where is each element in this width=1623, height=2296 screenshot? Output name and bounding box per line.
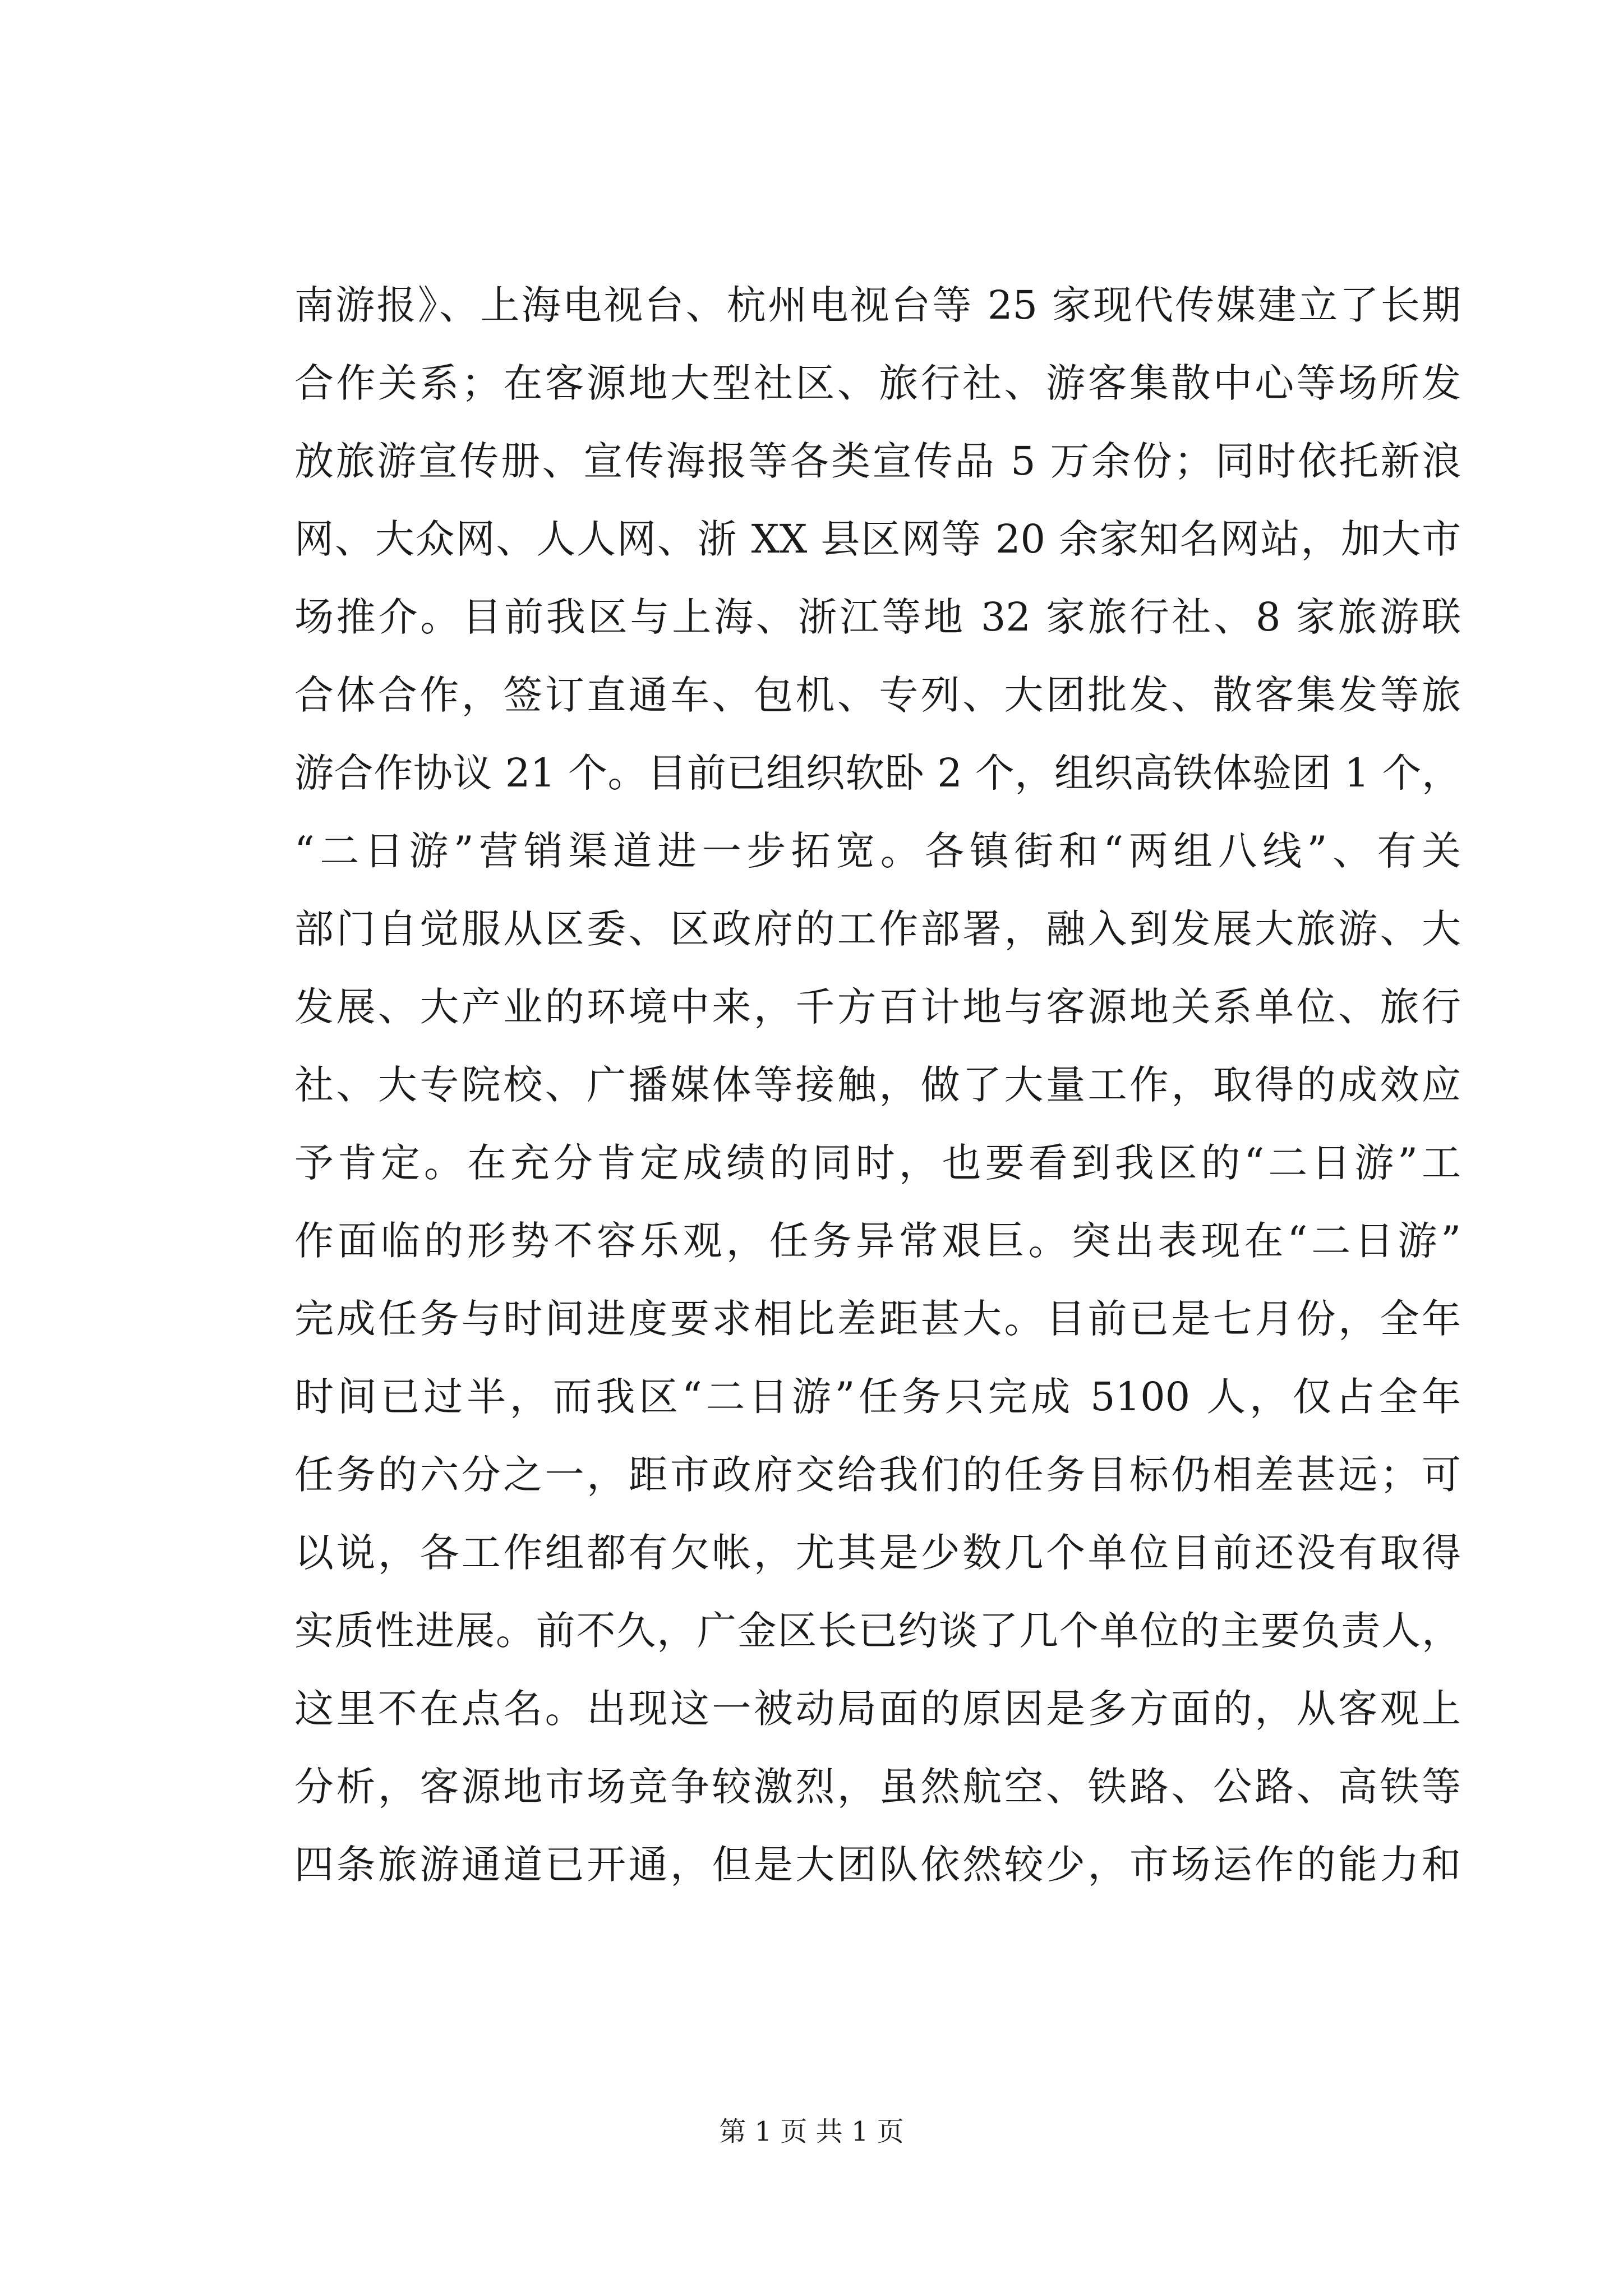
text-line: 网、大众网、人人网、浙 XX 县区网等 20 余家知名网站，加大市 [294,516,1461,562]
text-line: 这里不在点名。出现这一被动局面的原因是多方面的，从客观上 [294,1686,1461,1732]
text-line: 社、大专院校、广播媒体等接触，做了大量工作，取得的成效应 [294,1062,1461,1108]
text-line: 南游报》、上海电视台、杭州电视台等 25 家现代传媒建立了长期 [294,282,1461,328]
text-line: 合作关系；在客源地大型社区、旅行社、游客集散中心等场所发 [294,360,1461,406]
text-line: 场推介。目前我区与上海、浙江等地 32 家旅行社、8 家旅游联 [294,594,1461,640]
text-line: 游合作协议 21 个。目前已组织软卧 2 个，组织高铁体验团 1 个， [294,750,1461,796]
text-line: 实质性进展。前不久，广金区长已约谈了几个单位的主要负责人， [294,1608,1461,1654]
text-line: 部门自觉服从区委、区政府的工作部署，融入到发展大旅游、大 [294,906,1461,952]
text-line: 作面临的形势不容乐观，任务异常艰巨。突出表现在“二日游” [294,1218,1461,1264]
text-line: 分析，客源地市场竞争较激烈，虽然航空、铁路、公路、高铁等 [294,1764,1461,1810]
text-line: 完成任务与时间进度要求相比差距甚大。目前已是七月份，全年 [294,1296,1461,1342]
text-line: 任务的六分之一，距市政府交给我们的任务目标仍相差甚远；可 [294,1452,1461,1498]
text-line: 放旅游宣传册、宣传海报等各类宣传品 5 万余份；同时依托新浪 [294,438,1461,484]
text-line: 发展、大产业的环境中来，千方百计地与客源地关系单位、旅行 [294,984,1461,1030]
body-paragraph [294,266,1461,1904]
text-line: “二日游”营销渠道进一步拓宽。各镇街和“两组八线”、有关 [294,828,1461,874]
page-number-footer: 第 1 页 共 1 页 [719,2116,904,2147]
text-line: 予肯定。在充分肯定成绩的同时，也要看到我区的“二日游”工 [294,1140,1461,1186]
text-line: 以说，各工作组都有欠帐，尤其是少数几个单位目前还没有取得 [294,1530,1461,1576]
text-line: 合体合作，签订直通车、包机、专列、大团批发、散客集发等旅 [294,672,1461,718]
text-line: 时间已过半，而我区“二日游”任务只完成 5100 人，仅占全年 [294,1374,1461,1420]
text-line: 四条旅游通道已开通，但是大团队依然较少，市场运作的能力和 [294,1842,1461,1888]
